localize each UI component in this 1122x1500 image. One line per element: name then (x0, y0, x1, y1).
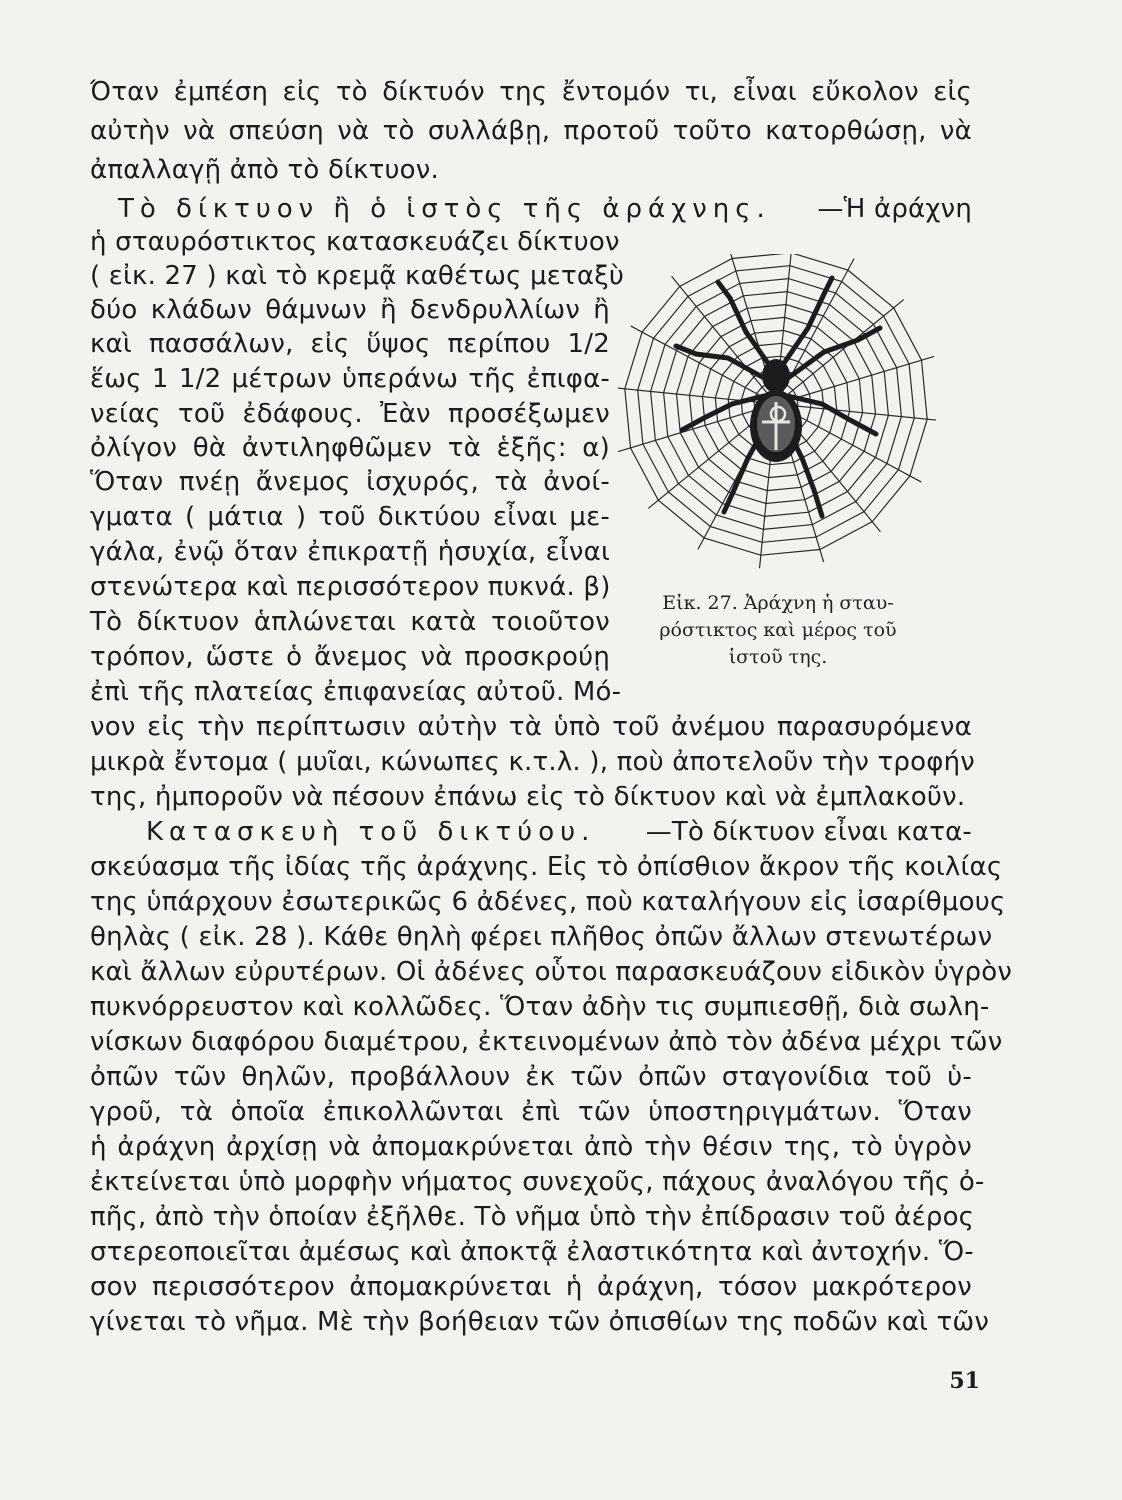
figure-caption-line: ρόστικτος καὶ μέρος τοῦ (659, 619, 897, 641)
text-line: νίσκων διαφόρου διαμέτρου, ἐκτεινομένων ἀπὸ τὸν ἀδένα μέχρι τῶν (90, 1027, 1003, 1057)
text-line: ὀλίγον θὰ ἀντιληφθῶμεν τὰ ἑξῆς: α) (90, 433, 610, 463)
text-line: ( εἰκ. 27 ) καὶ τὸ κρεμᾷ καθέτως μεταξὺ (90, 261, 625, 291)
text-line: θηλὰς ( εἰκ. 28 ). Κάθε θηλὴ φέρει πλῆθος ὀπῶν ἄλλων στενωτέρων (90, 922, 993, 952)
text-line: καὶ πασσάλων, εἰς ὕψος περίπου 1/2 (90, 329, 610, 359)
heading-continuation: —Τὸ δίκτυον εἶναι κατα- (645, 817, 972, 847)
text-line: νείας τοῦ ἐδάφους. Ἐὰν προσέξωμεν (90, 399, 610, 429)
section-heading-line (146, 814, 972, 850)
text-line: σον περισσότερον ἀπομακρύνεται ἡ ἀράχνη, τόσον μακρότερον (90, 1272, 972, 1302)
text-line: ἡ σταυρόστικτος κατασκευάζει δίκτυον (90, 227, 620, 257)
text-line: στερεοποιεῖται ἀμέσως καὶ ἀποκτᾷ ἐλαστικότητα καὶ ἀντοχήν. Ὅ- (90, 1237, 974, 1267)
web-radial-thread (776, 300, 904, 404)
text-line: της ὑπάρχουν ἐσωτερικῶς 6 ἀδένες, ποὺ καταλήγουν εἰς ἰσαρίθμους (90, 887, 1006, 917)
text-line: αὐτὴν νὰ σπεύση νὰ τὸ συλλάβῃ, προτοῦ τοῦτο κατορθώσῃ, νὰ (90, 116, 972, 146)
section-heading: Κατασκευὴ τοῦ δικτύου. (146, 817, 596, 847)
text-line: καὶ ἄλλων εὐρυτέρων. Οἱ ἀδένες οὗτοι παρασκευάζουν εἰδικὸν ὑγρὸν (90, 957, 1013, 987)
text-line: γάλα, ἐνῷ ὅταν ἐπικρατῇ ἡσυχία, εἶναι (90, 537, 610, 567)
text-line: σκεύασμα τῆς ἰδίας τῆς ἀράχνης. Εἰς τὸ ὀπίσθιον ἄκρον τῆς κοιλίας (90, 852, 1003, 882)
text-line: πῆς, ἀπὸ τὴν ὁποίαν ἐξῆλθε. Τὸ νῆμα ὑπὸ τὴν ἐπίδρασιν τοῦ ἀέρος (90, 1202, 975, 1232)
text-line: Όταν ἐμπέση εἰς τὸ δίκτυόν της ἔντομόν τι, εἶναι εὔκολον εἰς (90, 77, 972, 107)
section-heading-line (118, 191, 972, 227)
text-line: μικρὰ ἔντομα ( μυῖαι, κώνωπες κ.τ.λ. ), ποὺ ἀποτελοῦν τὴν τροφήν (90, 747, 975, 777)
text-line: τρόπον, ὥστε ὁ ἄνεμος νὰ προσκρούῃ (90, 642, 610, 672)
section-heading: Τὸ δίκτυον ἢ ὁ ἱστὸς τῆς ἀράχνης. (118, 194, 771, 224)
page-number: 51 (949, 1368, 980, 1394)
text-line: στενώτερα καὶ περισσότερον πυκνά. β) (90, 572, 611, 602)
text-line: γματα ( μάτια ) τοῦ δικτύου εἶναι με- (90, 502, 610, 532)
text-line: Τὸ δίκτυον ἁπλώνεται κατὰ τοιοῦτον (90, 607, 610, 637)
text-line: ὀπῶν τῶν θηλῶν, προβάλλουν ἐκ τῶν ὀπῶν σταγονίδια τοῦ ὑ- (90, 1062, 972, 1092)
text-line: ἐπὶ τῆς πλατείας ἐπιφανείας αὐτοῦ. Μό- (90, 677, 622, 707)
figure-caption-line: ἱστοῦ της. (728, 646, 828, 668)
web-radial-thread (672, 276, 776, 404)
text-line: ἀπαλλαγῇ ἀπὸ τὸ δίκτυον. (90, 155, 439, 185)
text-line: γροῦ, τὰ ὁποῖα ἐπικολλῶνται ἐπὶ τῶν ὑποστηριγμάτων. Ὅταν (90, 1097, 972, 1127)
text-line: πυκνόρρευστον καὶ κολλῶδες. Ὅταν ἀδὴν τις συμπιεσθῇ, διὰ σωλη- (90, 992, 990, 1022)
web-radial-thread (618, 388, 776, 404)
text-line: της, ἠμποροῦν νὰ πέσουν ἐπάνω εἰς τὸ δίκτυον καὶ νὰ ἐμπλακοῦν. (90, 782, 966, 812)
text-line: νον εἰς τὴν περίπτωσιν αὐτὴν τὰ ὑπὸ τοῦ ἀνέμου παρασυρόμενα (90, 712, 972, 742)
spider-web-illustration (618, 254, 936, 574)
text-line: ἐκτείνεται ὑπὸ μορφὴν νήματος συνεχοῦς, πάχους ἀναλόγου τῆς ὀ- (90, 1167, 985, 1197)
figure-caption-line: Εἰκ. 27. Ἀράχνη ἡ σταυ- (662, 592, 894, 614)
text-line: ἡ ἀράχνη ἀρχίσῃ νὰ ἀπομακρύνεται ἀπὸ τὴν θέσιν της, τὸ ὑγρὸν (90, 1132, 972, 1162)
text-line: δύο κλάδων θάμνων ἢ δενδρυλλίων ἢ (90, 295, 610, 325)
text-line: ἕως 1 1/2 μέτρων ὑπεράνω τῆς ἐπιφα- (90, 364, 610, 394)
text-line: Ὅταν πνέῃ ἄνεμος ἰσχυρός, τὰ ἀνοί- (90, 467, 610, 497)
text-line: γίνεται τὸ νῆμα. Μὲ τὴν βοήθειαν τῶν ὀπισθίων της ποδῶν καὶ τῶν (90, 1307, 990, 1337)
heading-continuation: —Ἡ ἀράχνη (817, 194, 972, 224)
